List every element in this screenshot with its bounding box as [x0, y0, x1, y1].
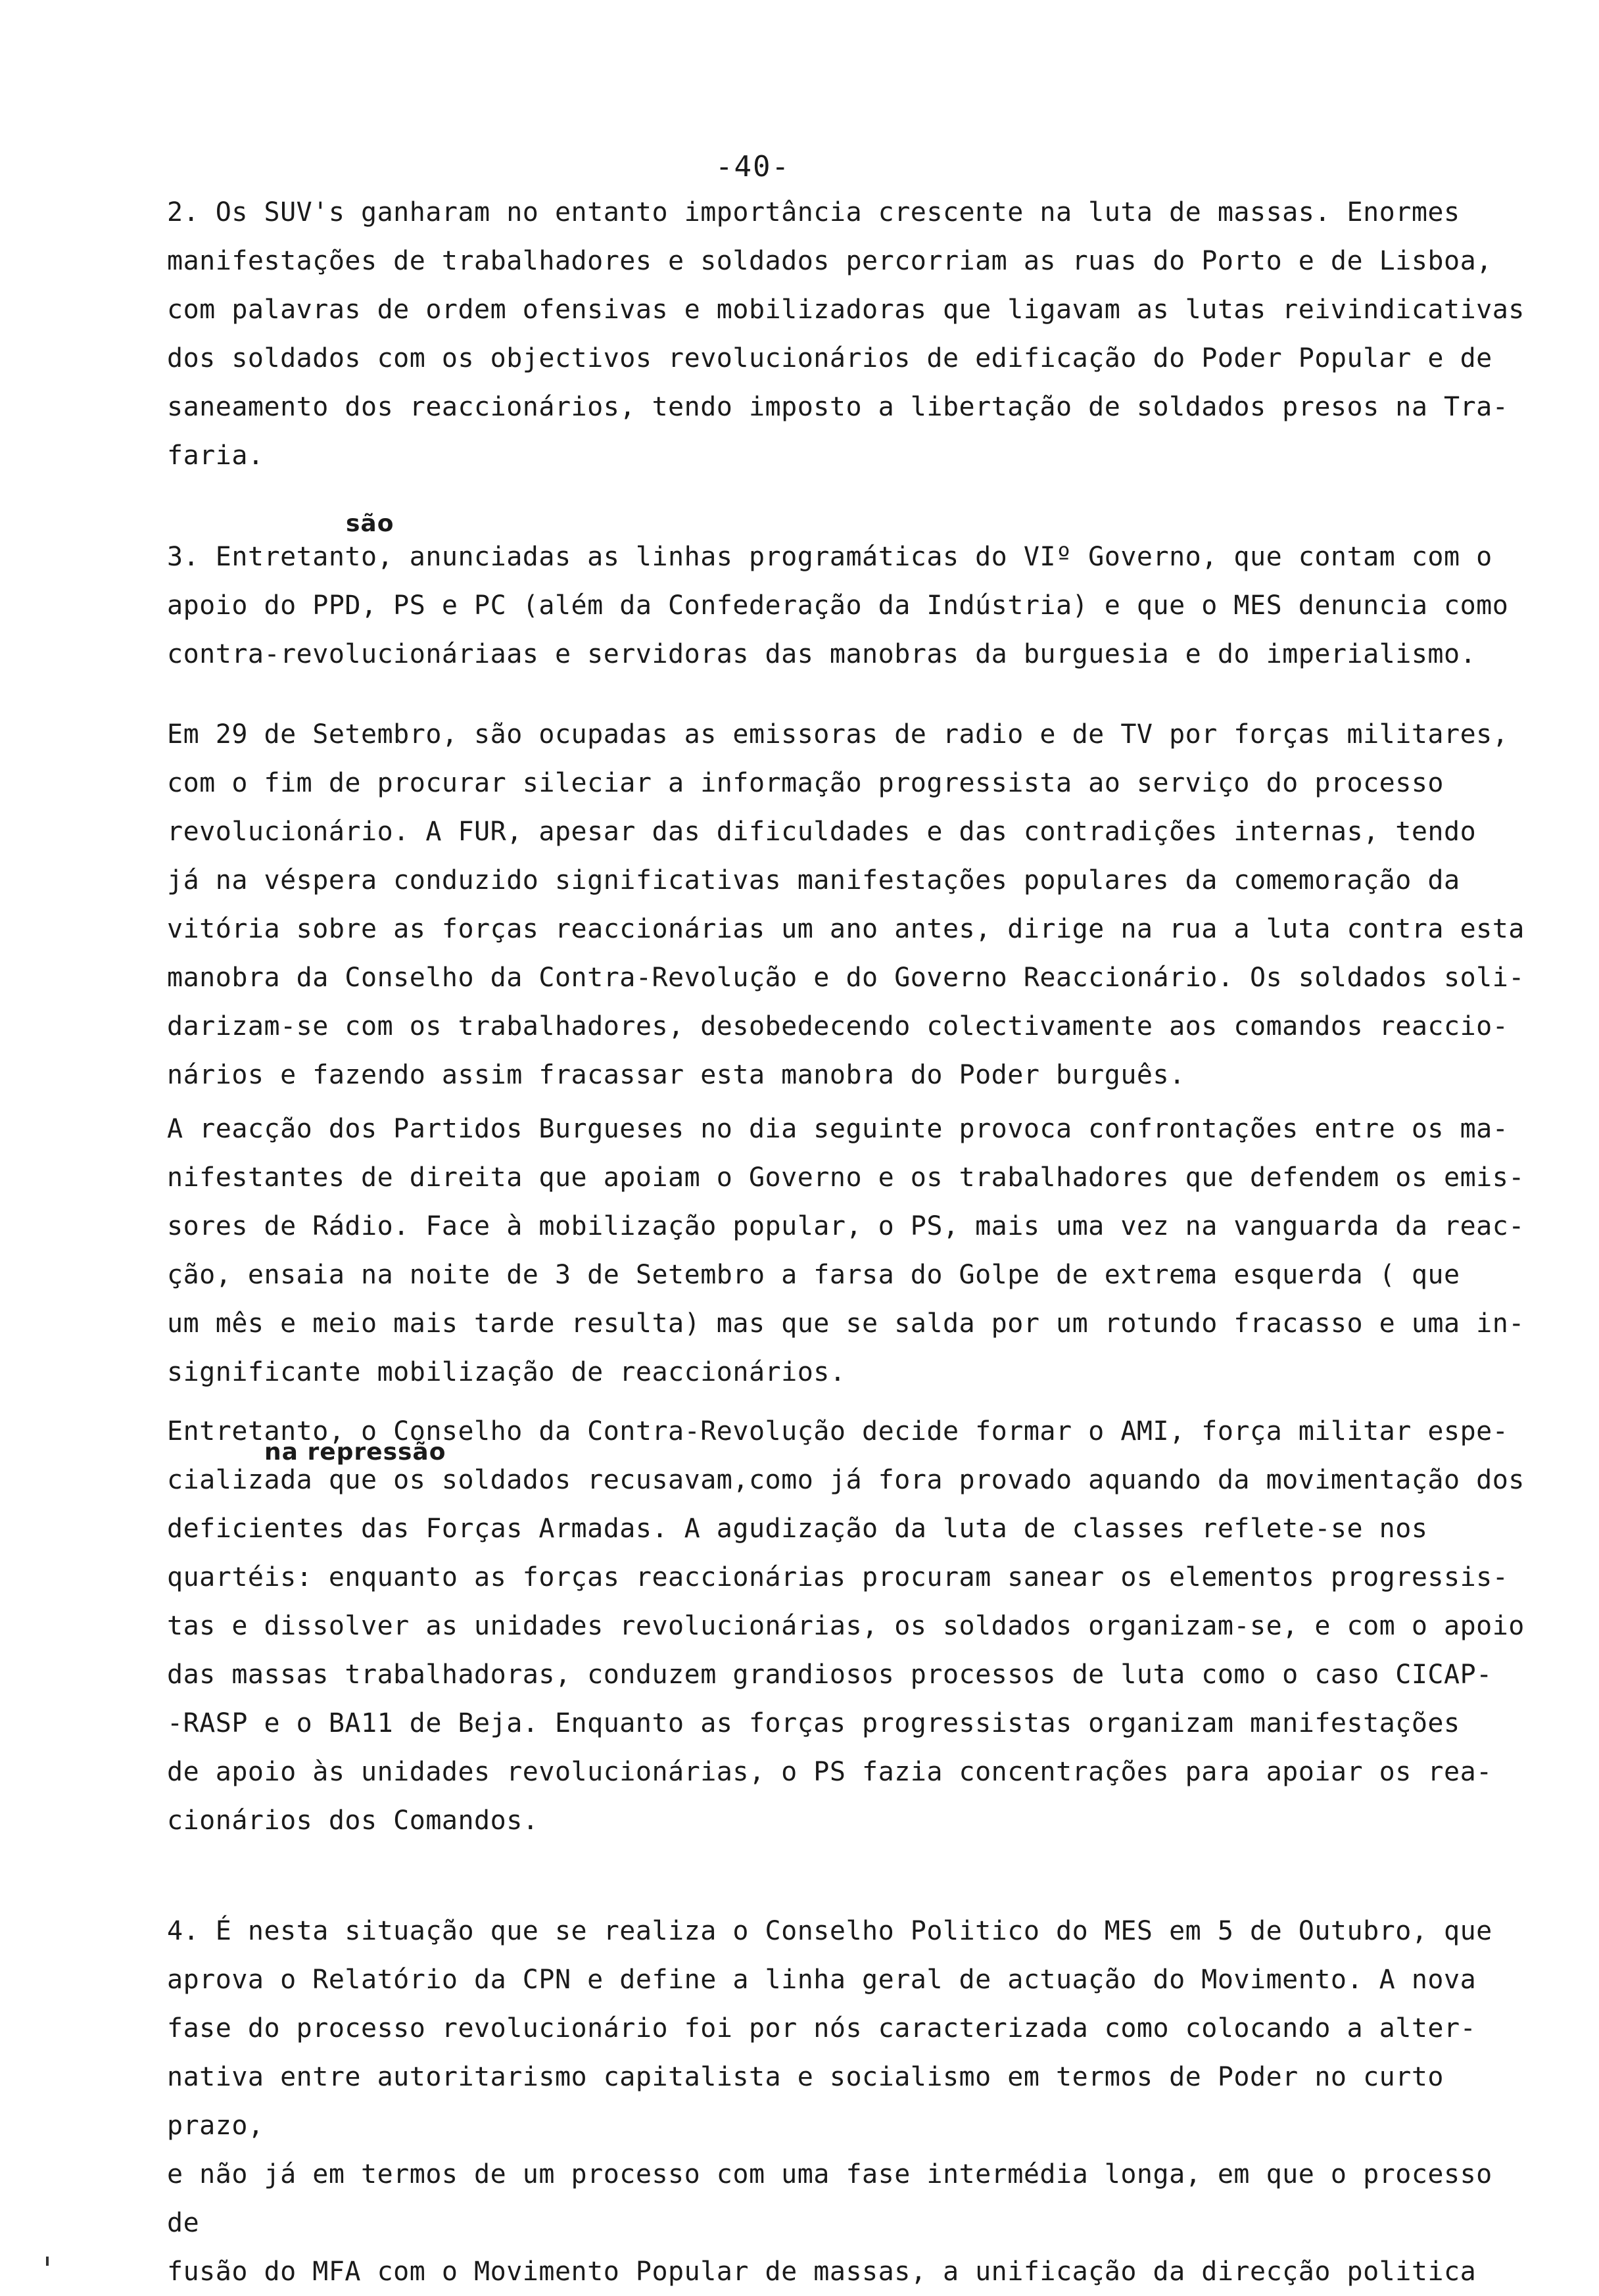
paragraph-3-ami: Entretanto, o Conselho da Contra-Revolução decide formar o AMI, força militar espe- cializada que os soldados recusavam,como já fora provado aquando da movimentação dos deficientes das Forças Armadas. A agudização da luta de classes reflete-se nos quartéis: enquanto as forças reaccionárias procuram sanear os elementos progressis- tas e dissolver as unidades revolucionárias, os soldados organizam-se, e com o apoio das massas trabalhadoras, conduzem grandiosos processos de luta como o caso CICAP- -RASP e o BA11 de Beja. Enquanto as forças progressistas organizam manifestações de apoio às unidades revolucionárias, o PS fazia concentrações para apoiar os rea- cionários dos Comandos. — [167, 1416, 1525, 1836]
handwritten-insert-na-repressao: na repressão — [264, 1439, 446, 1466]
paragraph-3-reaction: A reacção dos Partidos Burgueses no dia seguinte provoca confrontações entre os ma- nifestantes de direita que apoiam o Governo e os trabalhadores que defendem os emis- sores de Rádio. Face à mobilização popular, o PS, mais uma vez na vanguarda da reac- ção, ensaia na noite de 3 de Setembro a farsa do Golpe de extrema esquerda ( que um mês e meio mais tarde resulta) mas que se salda por um rotundo fracasso e uma in- significante mobilização de reaccionários. — [167, 1114, 1525, 1387]
handwritten-insert-sao: são — [346, 510, 394, 537]
margin-mark — [46, 2257, 49, 2266]
paragraph-2: 2. Os SUV's ganharam no entanto importância crescente na luta de massas. Enormes manifestações de trabalhadores e soldados percorriam as ruas do Porto e de Lisboa, com palavras de ordem ofensivas e mobilizadoras que ligavam as lutas reivindicativas dos soldados com os objectivos revolucionários de edificação do Poder Popular e de saneamento dos reaccionários, tendo imposto a libertação de soldados presos na Tra- faria. — [167, 197, 1525, 471]
paragraph-3-september: Em 29 de Setembro, são ocupadas as emissoras de radio e de TV por forças militares, com o fim de procurar sileciar a informação progressista ao serviço do processo revolucionário. A FUR, apesar das dificuldades e das contradições internas, tendo já na véspera conduzido significativas manifestações populares da comemoração da vitória sobre as forças reaccionárias um ano antes, dirige na rua a luta contra esta manobra da Conselho da Contra-Revolução e do Governo Reaccionário. Os soldados soli- darizam-se com os trabalhadores, desobedecendo colectivamente aos comandos reaccio- nários e fazendo assim fracassar esta manobra do Poder burguês. — [167, 719, 1525, 1090]
paragraph-4: 4. É nesta situação que se realiza o Conselho Politico do MES em 5 de Outubro, que aprova o Relatório da CPN e define a linha geral de actuação do Movimento. A nova fase do processo revolucionário foi por nós caracterizada como colocando a alter- nativa entre autoritarismo capitalista e socialismo em termos de Poder no curto prazo, e não já em termos de um processo com uma fase intermédia longa, em que o processo de fusão do MFA com o Movimento Popular de massas, a unificação da direcção politica — [167, 1916, 1492, 2287]
paragraph-3-intro: 3. Entretanto, anunciadas as linhas programáticas do VIº Governo, que contam com o apoio do PPD, PS e PC (além da Confederação da Indústria) e que o MES denuncia como contra-revolucionáriaas e servidoras das manobras da burguesia e do imperialismo. — [167, 542, 1509, 669]
page-number: -40- — [715, 150, 790, 183]
